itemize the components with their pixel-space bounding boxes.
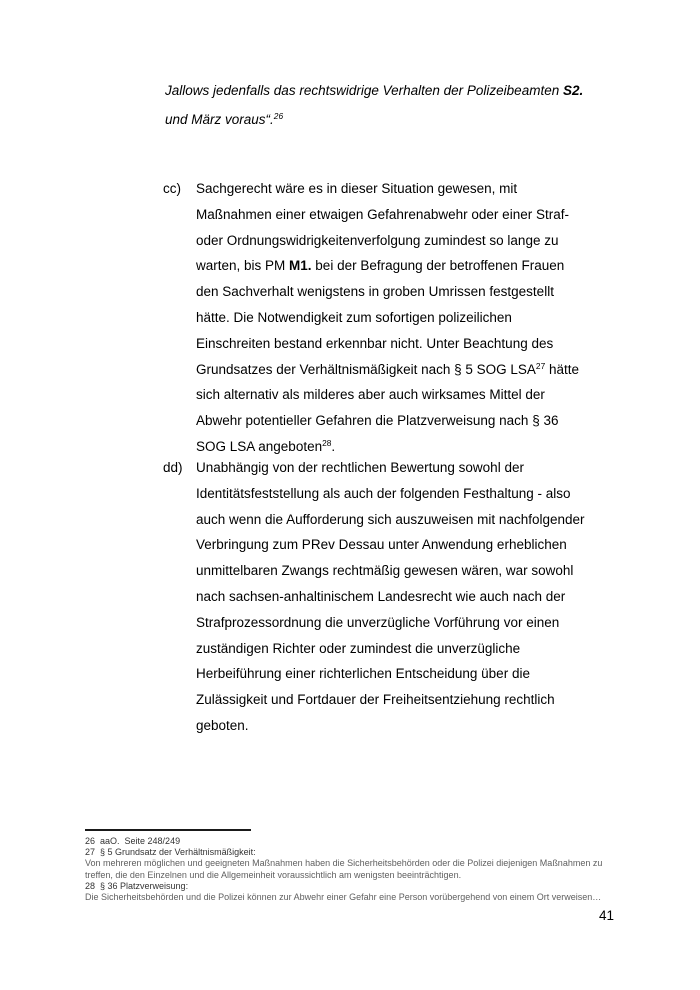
section-dd <box>163 455 588 739</box>
footnote-head <box>85 847 625 858</box>
section-label: dd) <box>163 460 183 475</box>
quote-line-2: und März voraus“.$^{26}$ <box>165 111 284 127</box>
footnote-head <box>85 881 625 892</box>
footnote-number: 28 <box>85 880 96 891</box>
section-paragraph: Unabhängig von der rechtlichen Bewertung sowohl der Identitätsfeststellung als auch der folgenden Festhaltung - also auch wenn die Aufforderung sich auszuweisen mit nachfolgender Verbringung zum PRev Dessau unter Anwendung erheblichen unmittelbaren Zwangs rechtmäßig gewesen wären, war sowohl nach sachsen-anhaltinischem Landesrecht wie auch nach der Strafprozessordnung die unverzügliche Vorführung vor einen zuständigen Richter oder zumindest die unverzügliche Herbeiführung einer richterlichen Entscheidung über die Zulässigkeit und Fortdauer der Freiheitsentziehung rechtlich geboten. <box>196 460 585 733</box>
footnote-number: 26 <box>85 836 96 846</box>
footnote-title: § 5 Grundsatz der Verhältnismäßigkeit: <box>100 847 256 858</box>
footnote-title: aaO. Seite 248/249 <box>100 836 181 846</box>
quote-line-1: Jallows jedenfalls das rechtswidrige Verhalten der Polizeibeamten S2. <box>165 83 584 98</box>
footnote-title: § 36 Platzverweisung: <box>100 880 189 891</box>
footnote-26 <box>85 836 625 847</box>
footnote-head <box>85 836 625 847</box>
block-quote <box>165 76 605 134</box>
footnote-27 <box>85 847 625 881</box>
footnote-28 <box>85 881 625 903</box>
section-label: cc) <box>163 181 181 196</box>
page-number: 41 <box>598 908 614 923</box>
section-cc <box>163 176 588 460</box>
footnote-text: Die Sicherheitsbehörden und die Polizei können zur Abwehr einer Gefahr eine Person vorübergehend von einem Ort verweisen… <box>85 892 602 903</box>
section-paragraph: Sachgerecht wäre es in dieser Situation gewesen, mit Maßnahmen einer etwaigen Gefahrenabwehr oder einer Straf- oder Ordnungswidrigkeitenverfolgung zumindest so lange zu warten, bis PM M1. bei der Befragung der betroffenen Frauen den Sachverhalt wenigstens in groben Umrissen festgestellt hätte. Die Notwendigkeit zum sofortigen polizeilichen Einschreiten bestand erkennbar nicht. Unter Beachtung des Grundsatzes der Verhältnismäßigkeit nach § 5 SOG LSA$^{27}$ hätte sich alternativ als milderes aber auch wirksames Mittel der Abwehr potentieller Gefahren die Platzverweisung nach § 36 SOG LSA angeboten$^{28}$. <box>196 181 580 454</box>
footnote-number: 27 <box>85 847 96 858</box>
footnote-text: Von mehreren möglichen und geeigneten Maßnahmen haben die Sicherheitsbehörden oder die Polizei diejenigen Maßnahmen zu treffen, die den Einzelnen und die Allgemeinheit voraussichtlich am wenigsten beeinträchtigen. <box>85 858 605 880</box>
footnotes <box>85 836 625 903</box>
footnote-divider <box>85 829 251 831</box>
